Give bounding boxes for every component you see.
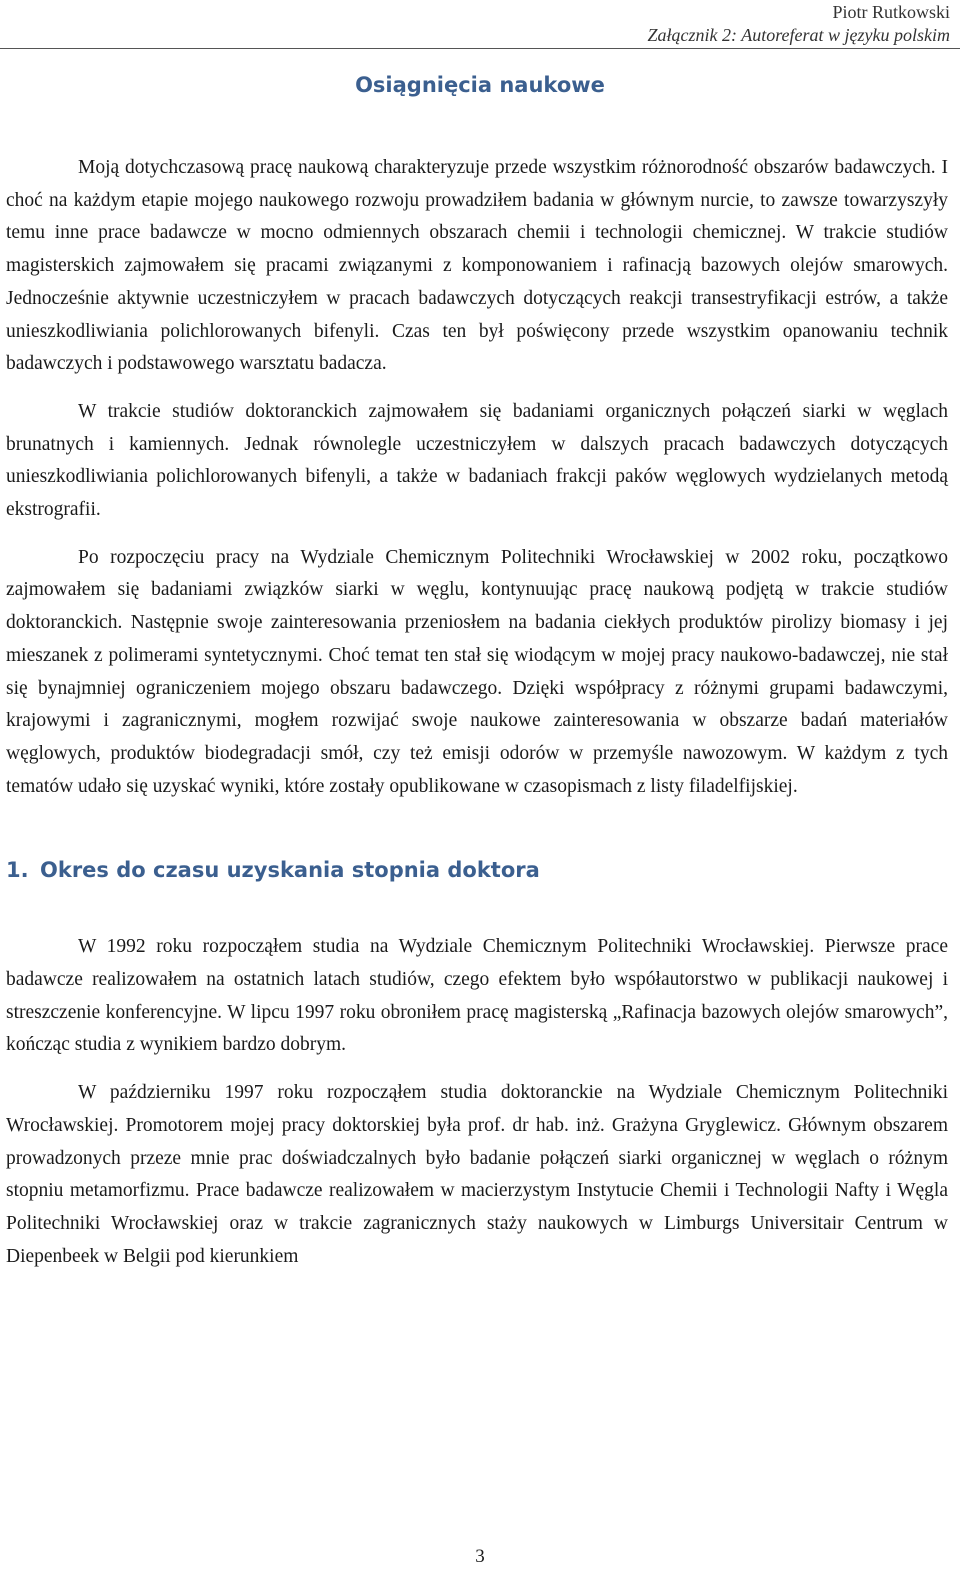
paragraph-section1-1: W 1992 roku rozpocząłem studia na Wydziale Chemicznym Politechniki Wrocławskiej. Pierwsze prace badawcze realizowałem na ostatnich latach studiów, czego efektem było współautorstwo w publikacji naukowej i streszczenie konferencyjne. W lipcu 1997 roku obroniłem pracę magisterską „Rafinacja bazowych olejów smarowych”, kończąc studia z wynikiem bardzo dobrym. [6,936,948,1056]
section-title: Osiągnięcia naukowe [355,73,605,97]
paragraph-intro-1: Moją dotychczasową pracę naukową charakteryzuje przede wszystkim różnorodność obszarów badawczych. I choć na każdym etapie mojego naukowego rozwoju prowadziłem badania w głównym nurcie, to zawsze towarzyszyły temu inne prace badawcze w mocno odmiennych obszarach chemii i technologii chemicznej. W trakcie studiów magisterskich zajmowałem się pracami związanymi z komponowaniem i rafinacją bazowych olejów smarowych. Jednocześnie aktywnie uczestniczyłem w pracach badawczych dotyczących reakcji transestryfikacji estrów, a także unieszkodliwiania polichlorowanych bifenyli. Czas ten był poświęcony przede wszystkim opanowaniu technik badawczych i podstawowego warsztatu badacza. [6,157,948,375]
paragraph-section1-2: W październiku 1997 roku rozpocząłem studia doktoranckie na Wydziale Chemicznym Politechniki Wrocławskiej. Promotorem mojej pracy doktorskiej była prof. dr hab. inż. Grażyna Gryglewicz. Głównym obszarem prowadzonych przeze mnie prac doświadczalnych było badanie połączeń siarki organicznej w węglach o różnym stopniu metamorfizmu. Prace badawcze realizowałem w macierzystym Instytucie Chemii i Technologii Nafty i Węgla Politechniki Wrocławskiej oraz w trakcie zagranicznych staży naukowych w Limburgs Universitair Centrum w Diepenbeek w Belgii pod kierunkiem [6,1082,948,1267]
paragraph-intro-2: W trakcie studiów doktoranckich zajmowałem się badaniami organicznych połączeń siarki w węglach brunatnych i kamiennych. Jednak równolegle uczestniczyłem w dalszych pracach badawczych dotyczących unieszkodliwiania polichlorowanych bifenyli, a także w badaniach frakcji paków węglowych wydzielanych metodą ekstrografii. [6,400,948,521]
header-subtitle: Załącznik 2: Autoreferat w języku polskim [647,25,950,45]
page-number: 3 [475,1546,485,1567]
paragraph-intro-3: Po rozpoczęciu pracy na Wydziale Chemicznym Politechniki Wrocławskiej w 2002 roku, początkowo zajmowałem się badaniami związków siarki w węglu, kontynuując pracę naukową podjętą w trakcie studiów doktoranckich. Następnie swoje zainteresowania przeniosłem na badania ciekłych produktów pirolizy biomasy i jej mieszanek z polimerami syntetycznymi. Choć temat ten stał się wiodącym w mojej pracy naukowo-badawczej, nie stał się bynajmniej ograniczeniem mojego obszaru badawczego. Dzięki współpracy z różnymi grupami badawczymi, krajowymi i zagranicznymi, mogłem rozwijać swoje naukowe zainteresowania w obszarze badań materiałów węglowych, produktów biodegradacji smół, czy też emisji odorów w przemyśle nawozowym. W każdym z tych tematów udało się uzyskać wyniki, które zostały opublikowane w czasopismach z listy filadelfijskiej. [6,546,948,797]
section-heading-text: Okres do czasu uzyskania stopnia doktora [40,858,540,883]
section-heading-number: 1. [6,858,29,883]
section-heading-1 [6,855,948,885]
header-author: Piotr Rutkowski [832,2,950,22]
page-header [0,0,960,50]
document-body [6,152,948,1273]
header-divider [0,48,960,49]
